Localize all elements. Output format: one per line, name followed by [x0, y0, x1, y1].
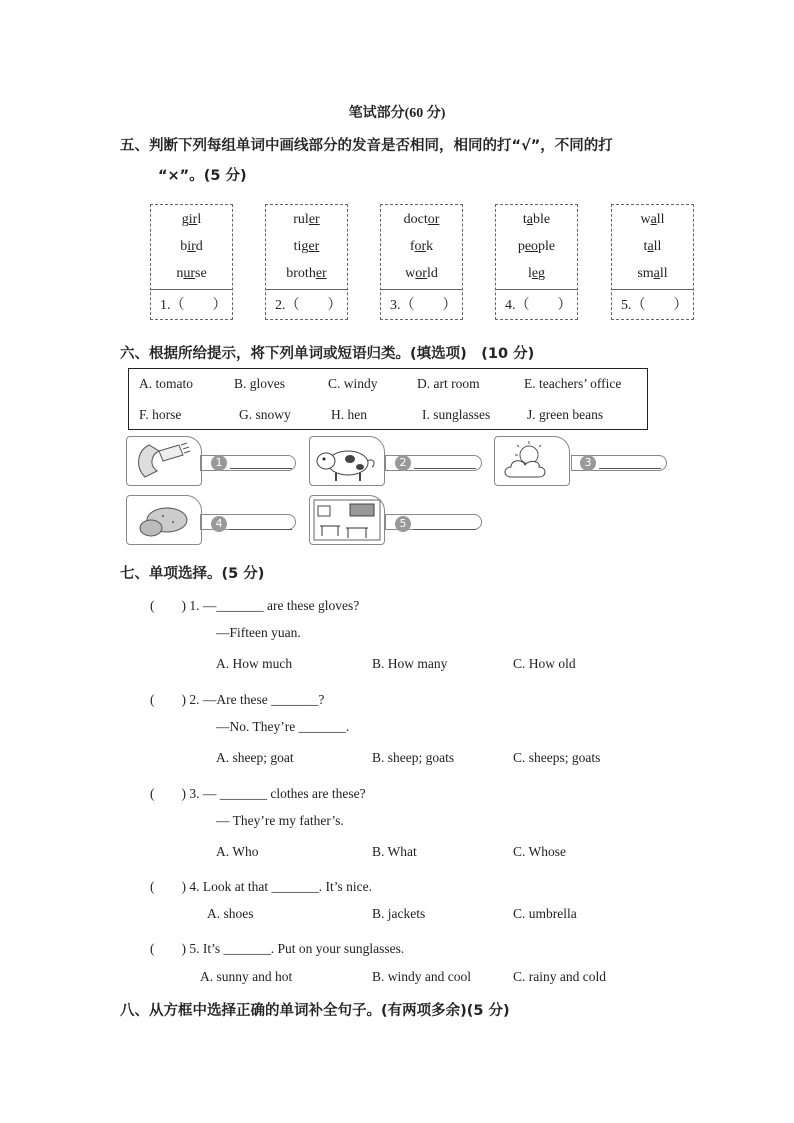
- choice-c[interactable]: C. How old: [513, 656, 576, 671]
- answer-line: [230, 468, 292, 469]
- potato-picture: [126, 495, 202, 545]
- word: ruler: [293, 212, 320, 227]
- word: doctor: [403, 212, 440, 227]
- question-reply: — They’re my father’s.: [216, 813, 344, 828]
- word: small: [637, 266, 668, 281]
- word: girl: [181, 212, 202, 227]
- choice-b[interactable]: B. How many: [372, 656, 448, 671]
- page-title: 笔试部分(60 分): [348, 106, 446, 121]
- number-badge: 4: [211, 516, 227, 532]
- choice-b[interactable]: B. jackets: [372, 906, 426, 921]
- option: B. gloves: [234, 376, 286, 391]
- question-stem: ( ) 3. — _______ clothes are these?: [150, 786, 366, 801]
- answer-line: [414, 529, 476, 530]
- answer-blank[interactable]: 4.（ ）: [496, 289, 577, 321]
- classroom-picture: [309, 495, 385, 545]
- option: J. green beans: [527, 407, 604, 422]
- option: I. sunglasses: [422, 407, 491, 422]
- question-reply: —No. They’re _______.: [216, 719, 350, 734]
- answer-blank[interactable]: 1.（ ）: [151, 289, 232, 321]
- number-badge: 1: [211, 455, 227, 471]
- option: G. snowy: [239, 407, 291, 422]
- cow-icon: [310, 437, 384, 485]
- potato-icon: [127, 496, 201, 544]
- answer-blank[interactable]: 5.（ ）: [612, 289, 693, 321]
- section6-heading: 六、根据所给提示，将下列单词或短语归类。(填选项) (10 分): [120, 346, 535, 362]
- options-box: [128, 368, 648, 430]
- choice-b[interactable]: B. sheep; goats: [372, 750, 455, 765]
- word: brother: [286, 266, 327, 281]
- question-stem: ( ) 1. —_______ are these gloves?: [150, 598, 360, 613]
- scarf-icon: [127, 437, 201, 485]
- answer-line: [414, 468, 476, 469]
- choice-a[interactable]: A. How much: [216, 656, 293, 671]
- choice-a[interactable]: A. sunny and hot: [200, 969, 293, 984]
- choice-b[interactable]: B. What: [372, 844, 417, 859]
- question-stem: ( ) 4. Look at that _______. It’s nice.: [150, 879, 372, 894]
- answer-blank[interactable]: 2.（ ）: [266, 289, 347, 321]
- word: people: [517, 239, 556, 254]
- answer-line: [599, 468, 661, 469]
- word: fork: [409, 239, 434, 254]
- number-badge: 5: [395, 516, 411, 532]
- cloud-sun-picture: [494, 436, 570, 486]
- choice-c[interactable]: C. rainy and cold: [513, 969, 606, 984]
- option: F. horse: [139, 407, 182, 422]
- option: E. teachers’ office: [524, 376, 622, 391]
- word-group-4: [495, 204, 578, 320]
- choice-c[interactable]: C. Whose: [513, 844, 566, 859]
- cloud-sun-icon: [495, 437, 569, 485]
- choice-a[interactable]: A. Who: [216, 844, 259, 859]
- section5-heading: 五、判断下列每组单词中画线部分的发音是否相同，相同的打“√”，不同的打: [120, 138, 613, 154]
- section8-heading: 八、从方框中选择正确的单词补全句子。(有两项多余)(5 分): [120, 1003, 510, 1019]
- word: tall: [643, 239, 662, 254]
- option: D. art room: [417, 376, 480, 391]
- choice-c[interactable]: C. sheeps; goats: [513, 750, 601, 765]
- number-badge: 2: [395, 455, 411, 471]
- cow-picture: [309, 436, 385, 486]
- choice-c[interactable]: C. umbrella: [513, 906, 577, 921]
- word: leg: [527, 266, 546, 281]
- choice-a[interactable]: A. shoes: [207, 906, 254, 921]
- option: H. hen: [331, 407, 367, 422]
- answer-blank[interactable]: 3.（ ）: [381, 289, 462, 321]
- word: nurse: [176, 266, 207, 281]
- classroom-icon: [310, 496, 384, 544]
- number-badge: 3: [580, 455, 596, 471]
- word-group-1: [150, 204, 233, 320]
- answer-line: [230, 529, 292, 530]
- word: tiger: [293, 239, 320, 254]
- scarf-picture: [126, 436, 202, 486]
- option: C. windy: [328, 376, 378, 391]
- word-group-5: [611, 204, 694, 320]
- word: world: [405, 266, 438, 281]
- word-group-2: [265, 204, 348, 320]
- section7-heading: 七、单项选择。(5 分): [120, 566, 265, 582]
- question-stem: ( ) 5. It’s _______. Put on your sunglasses.: [150, 941, 405, 956]
- question-reply: —Fifteen yuan.: [216, 625, 301, 640]
- choice-a[interactable]: A. sheep; goat: [216, 750, 294, 765]
- option: A. tomato: [139, 376, 193, 391]
- section5-heading-cont: “×”。(5 分): [158, 168, 247, 184]
- question-stem: ( ) 2. —Are these _______?: [150, 692, 325, 707]
- word: wall: [640, 212, 665, 227]
- word-group-3: [380, 204, 463, 320]
- choice-b[interactable]: B. windy and cool: [372, 969, 471, 984]
- word: table: [522, 212, 551, 227]
- word: bird: [180, 239, 203, 254]
